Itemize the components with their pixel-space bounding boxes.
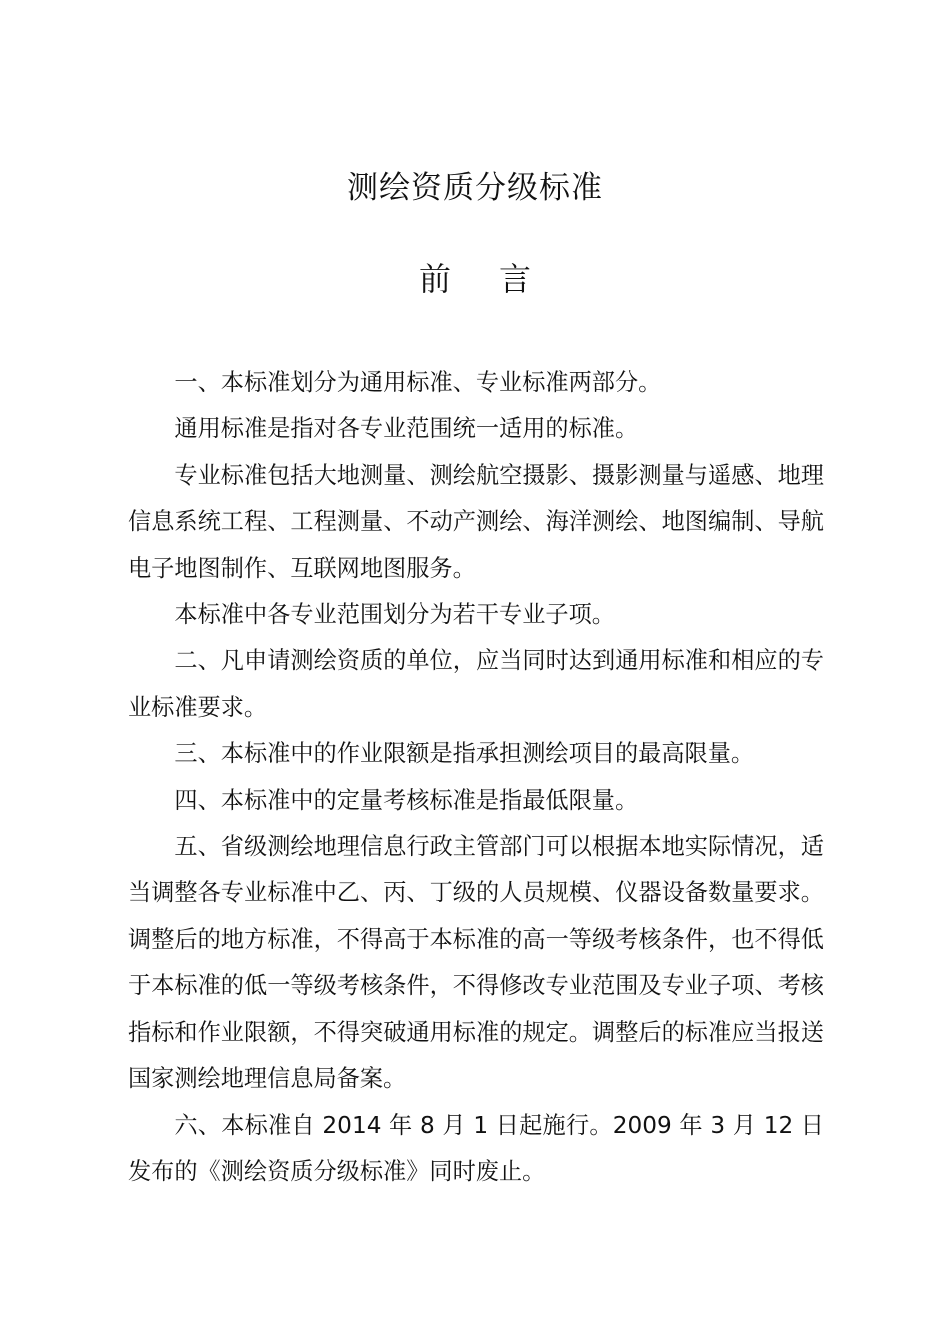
paragraph-4: 本标准中各专业范围划分为若干专业子项。 bbox=[174, 601, 615, 629]
preface-heading-char-1: 前 bbox=[418, 260, 451, 298]
preface-heading-char-2: 言 bbox=[499, 260, 532, 298]
paragraph-5: 二、凡申请测绘资质的单位，应当同时达到通用标准和相应的专业标准要求。 bbox=[128, 647, 824, 721]
document-title: 测绘资质分级标准 bbox=[347, 170, 603, 206]
paragraph-2: 通用标准是指对各专业范围统一适用的标准。 bbox=[174, 415, 639, 443]
paragraph-9: 六、本标准自 2014 年 8 月 1 日起施行。2009 年 3 月 12 日发布的《测绘资质分级标准》同时废止。 bbox=[128, 1111, 824, 1185]
paragraph-3: 专业标准包括大地测量、测绘航空摄影、摄影测量与遥感、地理信息系统工程、工程测量、不动产测绘、海洋测绘、地图编制、导航电子地图制作、互联网地图服务。 bbox=[128, 461, 824, 582]
paragraph-1: 一、本标准划分为通用标准、专业标准两部分。 bbox=[174, 369, 662, 396]
paragraph-8: 五、省级测绘地理信息行政主管部门可以根据本地实际情况，适当调整各专业标准中乙、丙、丁级的人员规模、仪器设备数量要求。调整后的地方标准，不得高于本标准的高一等级考核条件，也不得低于本标准的低一等级考核条件，不得修改专业范围及专业子项、考核指标和作业限额，不得突破通用标准的规定。调整后的标准应当报送国家测绘地理信息局备案。 bbox=[128, 833, 824, 1093]
preface-heading bbox=[0, 257, 950, 301]
paragraph-6: 三、本标准中的作业限额是指承担测绘项目的最高限量。 bbox=[174, 740, 755, 768]
preface-body bbox=[128, 360, 824, 1195]
paragraph-7: 四、本标准中的定量考核标准是指最低限量。 bbox=[174, 786, 639, 814]
